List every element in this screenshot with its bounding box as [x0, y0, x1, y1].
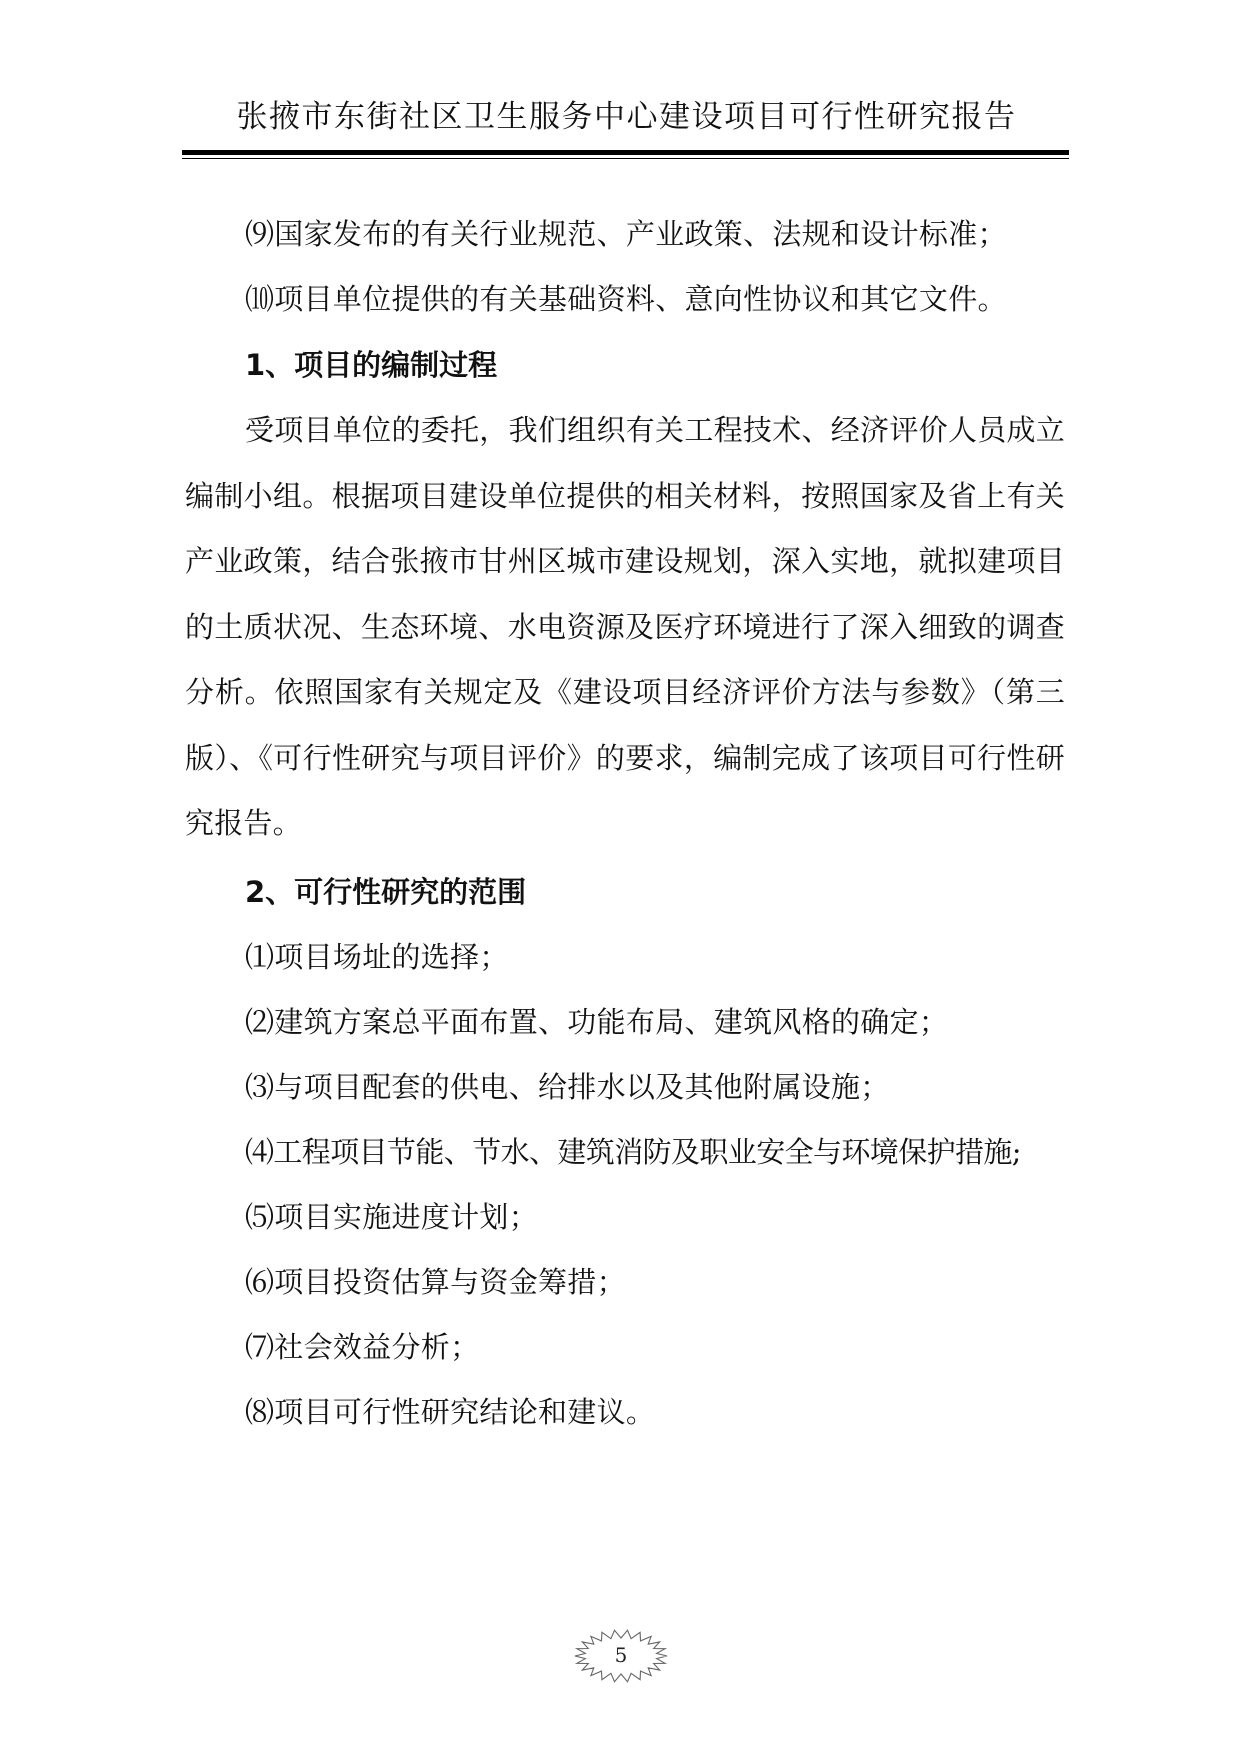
page-number-badge: [573, 1628, 669, 1684]
page-body: [185, 202, 1065, 1445]
body-paragraph: 受项目单位的委托，我们组织有关工程技术、经济评价人员成立编制小组。根据项目建设单位提供的相关材料，按照国家及省上有关产业政策，结合张掖市甘州区城市建设规划，深入实地，就拟建项目的土质状况、生态环境、水电资源及医疗环境进行了深入细致的调查分析。依照国家有关规定及《建设项目经济评价方法与参数》（第三版）、《可行性研究与项目评价》的要求，编制完成了该项目可行性研究报告。: [185, 413, 1065, 840]
list-item: ⑹项目投资估算与资金筹措；: [245, 1264, 626, 1299]
header-rule-thin: [182, 158, 1069, 159]
page-number: 5: [614, 1643, 628, 1667]
list-item: ⑴项目场址的选择；: [245, 939, 509, 974]
section-heading: 1、项目的编制过程: [245, 348, 498, 382]
list-item: ⑵建筑方案总平面布置、功能布局、建筑风格的确定；: [245, 1004, 949, 1039]
list-item: ⑷工程项目节能、节水、建筑消防及职业安全与环境保护措施;: [245, 1134, 1021, 1169]
list-item: ⑶与项目配套的供电、给排水以及其他附属设施；: [245, 1069, 890, 1104]
list-item: ⑺社会效益分析；: [245, 1329, 480, 1364]
page-header-title: 张掖市东街社区卫生服务中心建设项目可行性研究报告: [236, 99, 1017, 135]
list-item: ⑼国家发布的有关行业规范、产业政策、法规和设计标准；: [245, 217, 1007, 251]
list-item: ⑻项目可行性研究结论和建议。: [245, 1394, 656, 1429]
section-heading: 2、可行性研究的范围: [245, 874, 527, 909]
header-rule-thick: [182, 150, 1069, 155]
list-item: ⑽项目单位提供的有关基础资料、意向性协议和其它文件。: [245, 282, 1007, 316]
list-item: ⑸项目实施进度计划；: [245, 1199, 539, 1234]
